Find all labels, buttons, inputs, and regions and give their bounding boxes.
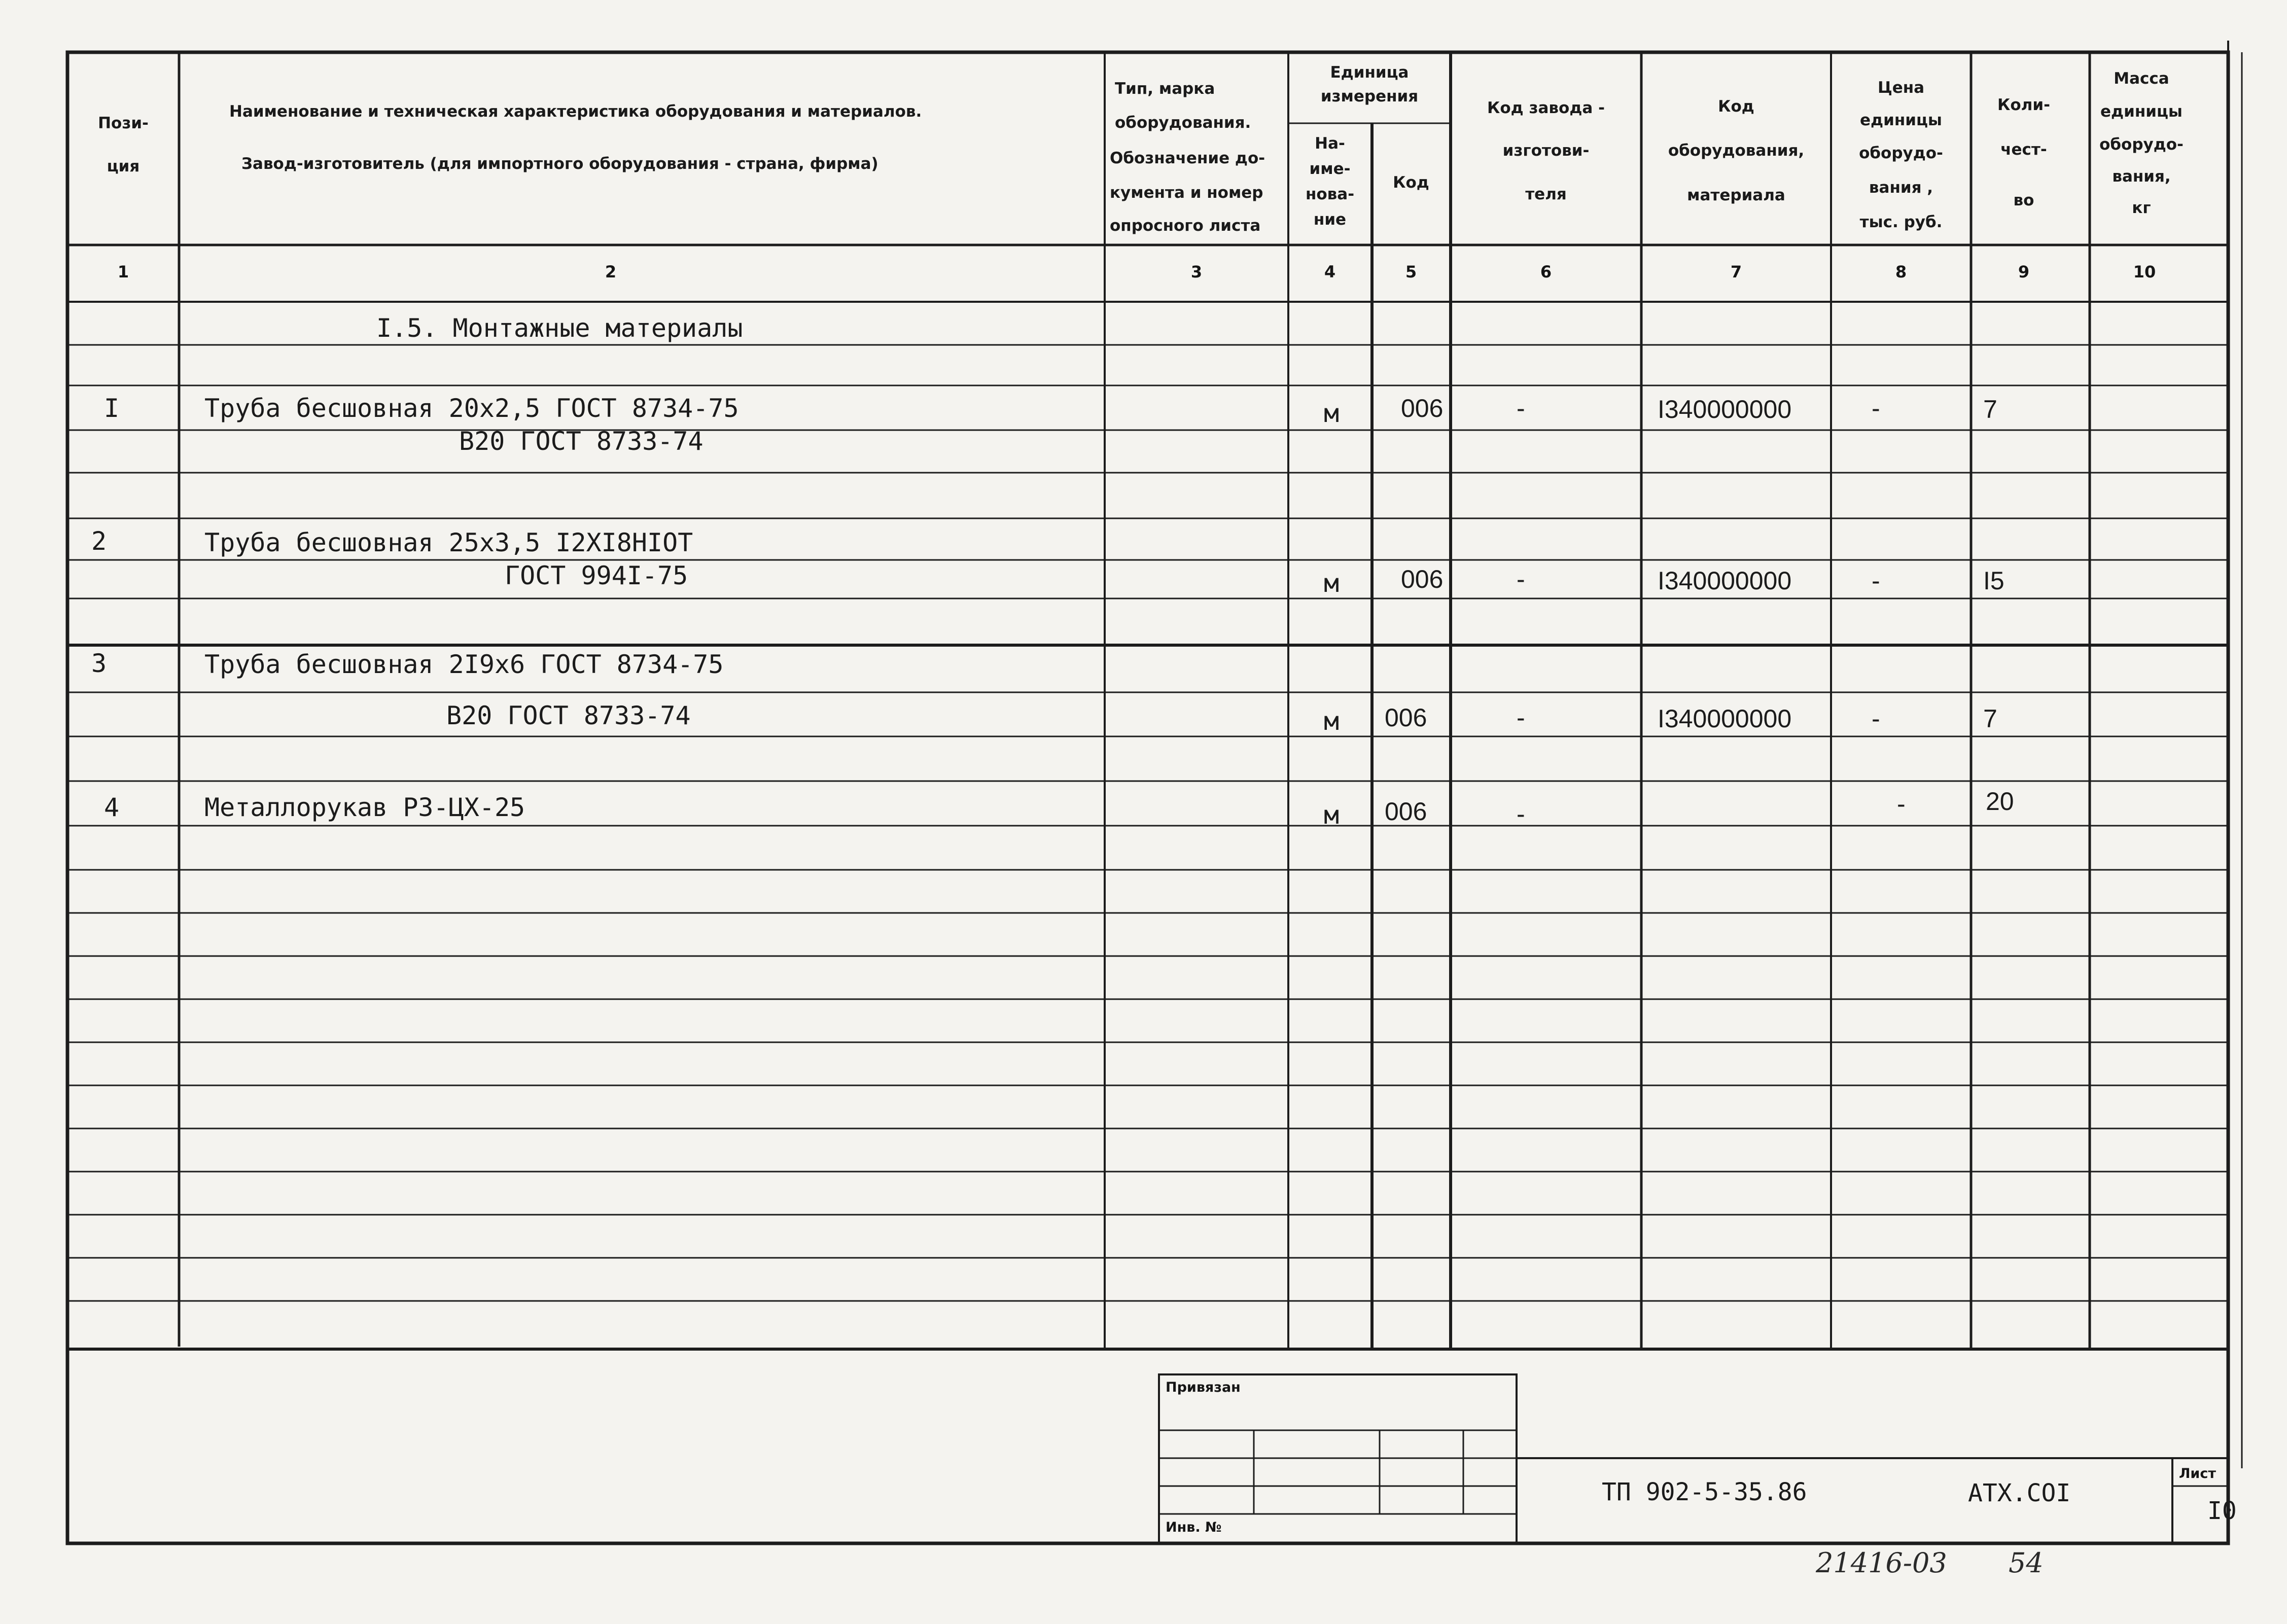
bound-label: Привязан (1166, 1380, 1241, 1395)
item-position: 2 (91, 526, 107, 556)
header-col-unit-code: Код (1393, 173, 1429, 192)
item-name: Металлорукав Р3-ЦХ-25 (204, 793, 525, 822)
header-text: изготови- (1502, 142, 1590, 160)
section-title: I.5. Монтажные материалы (376, 313, 743, 343)
document-code: АТХ.COI (1968, 1479, 2071, 1507)
sheet-number: I0 (2207, 1497, 2237, 1525)
header-text: Масса (2114, 69, 2169, 88)
header-text: единицы (2100, 102, 2183, 121)
inventory-label: Инв. № (1166, 1520, 1222, 1535)
header-text: ние (1313, 210, 1347, 229)
header-text: Код (1718, 97, 1754, 116)
header-text: ция (107, 157, 140, 175)
header-text: во (2013, 191, 2034, 209)
header-text: единицы (1860, 111, 1942, 129)
column-number: 1 (117, 262, 129, 281)
item-unit-code: 006 (1385, 703, 1427, 732)
header-text: опросного листа (1110, 217, 1261, 235)
item-unit-code: 006 (1385, 797, 1427, 826)
item-qty: I5 (1983, 567, 2004, 595)
item-equip-code: I340000000 (1658, 395, 1792, 423)
item-unit: м (1324, 569, 1340, 598)
column-number: 3 (1190, 262, 1203, 281)
item-unit-code: 006 (1401, 565, 1444, 593)
header-text: оборудо- (2099, 135, 2184, 154)
item-maker-code: - (1517, 394, 1525, 422)
item-maker-code: - (1517, 565, 1525, 593)
item-unit: м (1324, 707, 1340, 736)
item-maker-code: - (1517, 703, 1525, 732)
item-qty: 7 (1983, 704, 1997, 733)
archive-number: 21416-03 (1816, 1547, 1947, 1579)
item-qty: 7 (1983, 395, 1997, 423)
header-text: Тип, марка (1115, 80, 1215, 98)
header-text: материала (1687, 186, 1785, 204)
page-number: 54 (2009, 1547, 2044, 1579)
column-number: 10 (2133, 262, 2156, 281)
header-text: тыс. руб. (1859, 213, 1943, 231)
item-unit: м (1324, 399, 1340, 428)
header-text: оборудо- (1859, 144, 1943, 162)
item-price: - (1872, 394, 1880, 422)
item-qty: 20 (1986, 787, 2014, 816)
header-text: Единица (1330, 63, 1409, 82)
item-equip-code: I340000000 (1658, 567, 1792, 595)
header-text: вания , (1869, 179, 1933, 197)
item-name: Труба бесшовная 20х2,5 ГОСТ 8734-75 (204, 394, 739, 423)
item-equip-code: I340000000 (1658, 704, 1792, 733)
item-name: Труба бесшовная 2I9х6 ГОСТ 8734-75 (204, 650, 724, 679)
header-text: теля (1525, 185, 1567, 203)
column-number: 5 (1405, 262, 1417, 281)
header-text: чест- (2000, 140, 2047, 159)
header-text: кг (2132, 199, 2151, 217)
item-name-continued: В20 ГОСТ 8733-74 (459, 427, 703, 456)
header-text: име- (1309, 160, 1351, 178)
header-text: оборудования, (1668, 142, 1805, 160)
column-number: 8 (1895, 262, 1907, 281)
column-number: 4 (1324, 262, 1336, 281)
item-name-continued: В20 ГОСТ 8733-74 (446, 701, 691, 730)
header-text: оборудования. (1115, 114, 1251, 132)
header-text: Код завода - (1487, 99, 1605, 117)
header-text: На- (1315, 134, 1345, 153)
item-name: Труба бесшовная 25х3,5 I2XI8HIOT (204, 528, 693, 557)
header-text: кумента и номер (1110, 184, 1263, 202)
column-number: 6 (1540, 262, 1552, 281)
item-price: - (1897, 790, 1906, 818)
sheet-label: Лист (2179, 1466, 2216, 1481)
item-unit-code: 006 (1401, 394, 1444, 422)
header-text: Коли- (1997, 96, 2050, 114)
column-number: 7 (1730, 262, 1742, 281)
column-number: 2 (605, 262, 617, 281)
header-text: Завод-изготовитель (для импортного оборудования - страна, фирма) (241, 155, 878, 173)
item-maker-code: - (1517, 800, 1525, 828)
header-text: Цена (1877, 79, 1925, 97)
header-text: Пози- (98, 114, 149, 132)
header-text: Обозначение до- (1110, 149, 1265, 167)
header-text: вания, (2112, 167, 2171, 186)
column-number: 9 (2018, 262, 2030, 281)
item-name-continued: ГОСТ 994I-75 (505, 561, 688, 590)
item-position: 4 (104, 793, 120, 822)
item-position: I (104, 394, 120, 423)
item-price: - (1872, 704, 1880, 733)
header-text: Наименование и техническая характеристика оборудования и материалов. (229, 102, 922, 121)
document-number: ТП 902-5-35.86 (1602, 1478, 1807, 1506)
item-unit: м (1324, 800, 1340, 830)
item-price: - (1872, 567, 1880, 595)
header-text: нова- (1305, 185, 1355, 203)
item-position: 3 (91, 649, 107, 678)
header-text: измерения (1320, 87, 1419, 105)
